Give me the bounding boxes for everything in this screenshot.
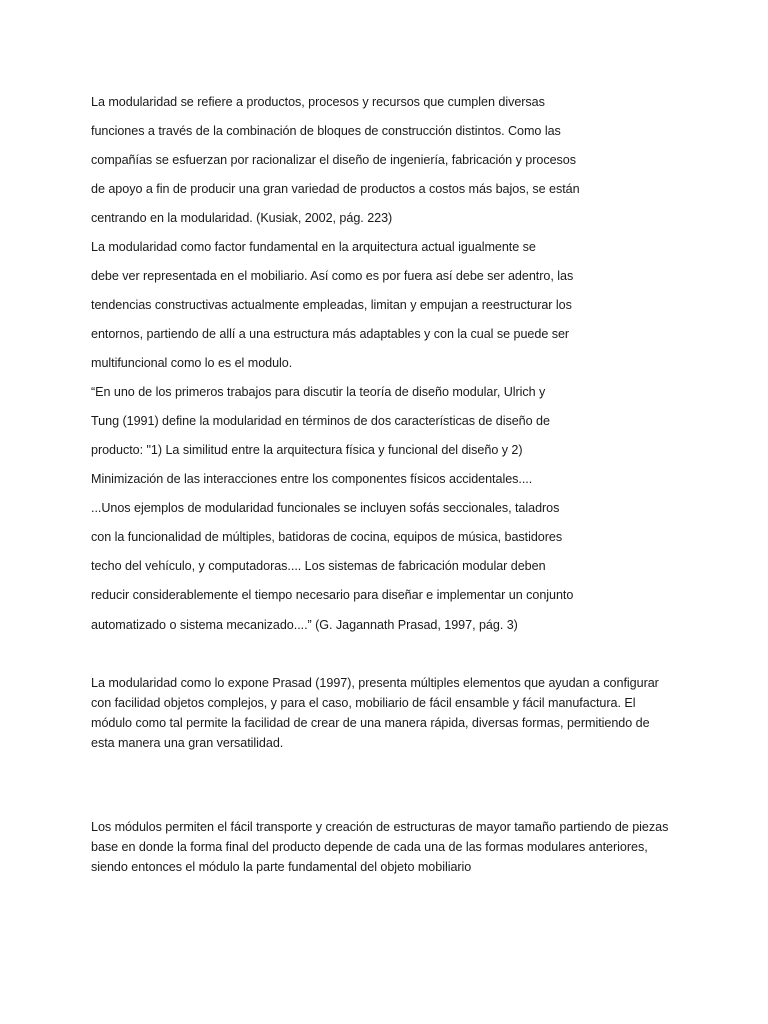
text-line: entornos, partiendo de allí a una estructura más adaptables y con la cual se puede ser <box>91 327 570 341</box>
text-line: producto: "1) La similitud entre la arquitectura física y funcional del diseño y 2) <box>91 443 523 457</box>
text-line: de apoyo a fin de producir una gran variedad de productos a costos más bajos, se están <box>91 182 580 196</box>
text-line: funciones a través de la combinación de bloques de construcción distintos. Como las <box>91 124 561 138</box>
text-line: centrando en la modularidad. (Kusiak, 2002, pág. 223) <box>91 211 393 225</box>
text-line: multifuncional como lo es el modulo. <box>91 356 293 370</box>
text-line: ...Unos ejemplos de modularidad funcionales se incluyen sofás seccionales, taladros <box>91 501 560 515</box>
text-line: automatizado o sistema mecanizado....” (G. Jagannath Prasad, 1997, pág. 3) <box>91 618 518 632</box>
text-line: La modularidad se refiere a productos, procesos y recursos que cumplen diversas <box>91 95 545 109</box>
text-line: Minimización de las interacciones entre los componentes físicos accidentales.... <box>91 472 533 486</box>
text-line: techo del vehículo, y computadoras.... Los sistemas de fabricación modular deben <box>91 559 546 573</box>
text-line: La modularidad como factor fundamental en la arquitectura actual igualmente se <box>91 240 536 254</box>
paragraph-prasad: La modularidad como lo expone Prasad (1997), presenta múltiples elementos que ayudan a configurar con facilidad objetos complejos, y para el caso, mobiliario de fácil ensamble y fácil manufactura. El módulo como tal permite la facilidad de crear de una manera rápida, diversas formas, permitiendo de esta manera una gran versatilidad. <box>91 676 659 750</box>
text-line: tendencias constructivas actualmente empleadas, limitan y empujan a reestructurar los <box>91 298 572 312</box>
paragraph-modulos: Los módulos permiten el fácil transporte y creación de estructuras de mayor tamaño partiendo de piezas base en donde la forma final del producto depende de cada una de las formas modulares anteriores, siendo entonces el módulo la parte fundamental del objeto mobiliario <box>91 820 669 874</box>
text-line: con la funcionalidad de múltiples, batidoras de cocina, equipos de música, bastidores <box>91 530 563 544</box>
text-line: Tung (1991) define la modularidad en términos de dos características de diseño de <box>91 414 550 428</box>
text-line: reducir considerablemente el tiempo necesario para diseñar e implementar un conjunto <box>91 588 574 602</box>
text-line: “En uno de los primeros trabajos para discutir la teoría de diseño modular, Ulrich y <box>91 385 546 399</box>
text-line: compañías se esfuerzan por racionalizar el diseño de ingeniería, fabricación y procesos <box>91 153 576 167</box>
text-line: debe ver representada en el mobiliario. Así como es por fuera así debe ser adentro, las <box>91 269 574 283</box>
